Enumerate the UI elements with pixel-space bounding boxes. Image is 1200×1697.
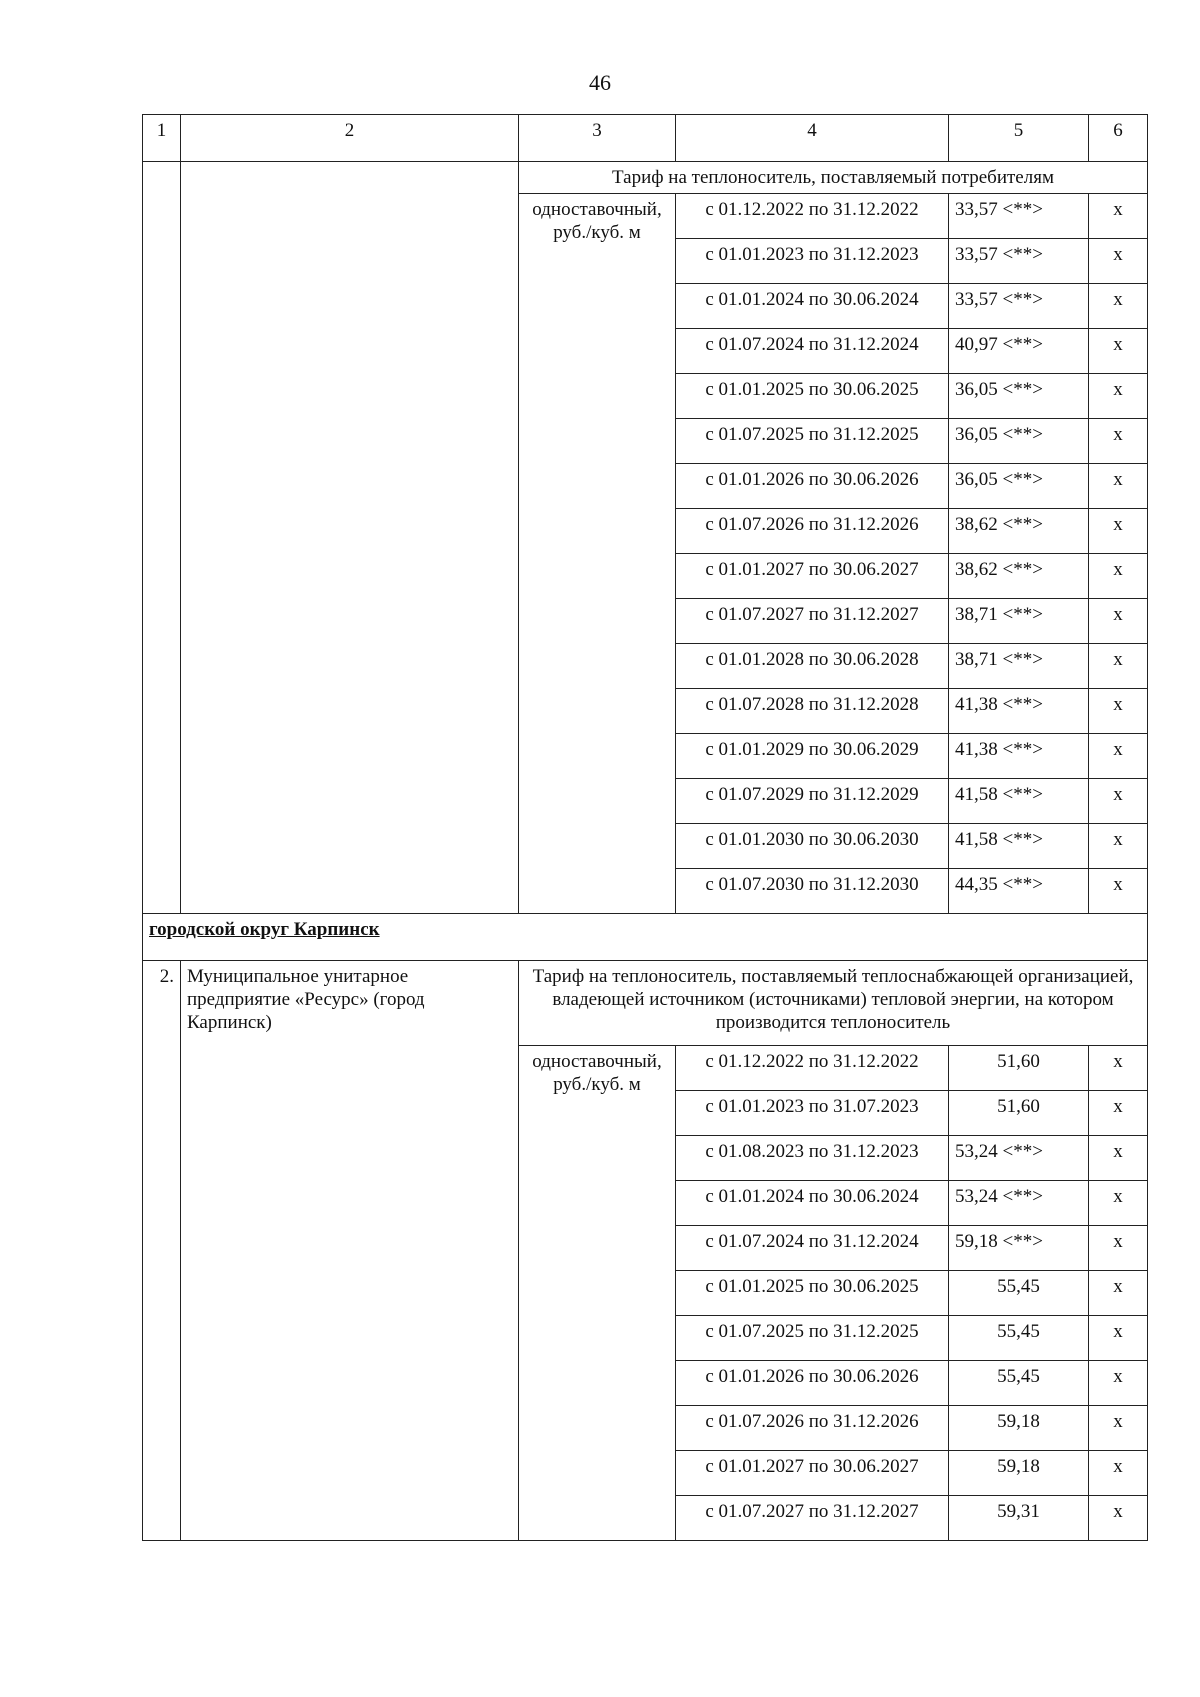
- tariff-value: 41,58 <**>: [949, 779, 1089, 824]
- tariff-title-row: [143, 162, 1148, 194]
- mark-cell: x: [1089, 1451, 1148, 1496]
- mark-cell: x: [1089, 1181, 1148, 1226]
- tariff-value: 33,57 <**>: [949, 239, 1089, 284]
- section-row: [143, 914, 1148, 961]
- period-cell: с 01.01.2025 по 30.06.2025: [676, 374, 949, 419]
- mark-cell: x: [1089, 779, 1148, 824]
- mark-cell: x: [1089, 284, 1148, 329]
- mark-cell: x: [1089, 824, 1148, 869]
- mark-cell: x: [1089, 689, 1148, 734]
- tariff-value: 44,35 <**>: [949, 869, 1089, 914]
- tariff-value: 55,45: [949, 1316, 1089, 1361]
- period-cell: с 01.01.2026 по 30.06.2026: [676, 464, 949, 509]
- mark-cell: x: [1089, 1091, 1148, 1136]
- mark-cell: x: [1089, 1136, 1148, 1181]
- tariff-value: 38,62 <**>: [949, 554, 1089, 599]
- tariff-value: 38,71 <**>: [949, 644, 1089, 689]
- tariff-value: 33,57 <**>: [949, 194, 1089, 239]
- period-cell: с 01.07.2026 по 31.12.2026: [676, 509, 949, 554]
- tariff-value: 59,18: [949, 1451, 1089, 1496]
- tariff-title-row: [143, 961, 1148, 1046]
- header-cell: 1: [143, 115, 181, 162]
- unit-cell: одноставочный, руб./куб. м: [519, 1046, 676, 1541]
- tariff-value: 41,38 <**>: [949, 689, 1089, 734]
- mark-cell: x: [1089, 1046, 1148, 1091]
- number-cell: 2.: [143, 961, 181, 1541]
- tariff-title: Тариф на теплоноситель, поставляемый теплоснабжающей организацией, владеющей источником (источниками) тепловой энергии, на котором производится теплоноситель: [519, 961, 1148, 1046]
- period-cell: с 01.08.2023 по 31.12.2023: [676, 1136, 949, 1181]
- period-cell: с 01.07.2026 по 31.12.2026: [676, 1406, 949, 1451]
- tariff-value: 36,05 <**>: [949, 464, 1089, 509]
- tariff-value: 38,62 <**>: [949, 509, 1089, 554]
- period-cell: с 01.01.2023 по 31.12.2023: [676, 239, 949, 284]
- tariff-value: 36,05 <**>: [949, 374, 1089, 419]
- mark-cell: x: [1089, 374, 1148, 419]
- mark-cell: x: [1089, 419, 1148, 464]
- period-cell: с 01.01.2027 по 30.06.2027: [676, 1451, 949, 1496]
- mark-cell: x: [1089, 1226, 1148, 1271]
- mark-cell: x: [1089, 869, 1148, 914]
- mark-cell: x: [1089, 194, 1148, 239]
- period-cell: с 01.01.2024 по 30.06.2024: [676, 284, 949, 329]
- mark-cell: x: [1089, 1271, 1148, 1316]
- mark-cell: x: [1089, 239, 1148, 284]
- period-cell: с 01.07.2024 по 31.12.2024: [676, 329, 949, 374]
- mark-cell: x: [1089, 554, 1148, 599]
- period-cell: с 01.07.2028 по 31.12.2028: [676, 689, 949, 734]
- organization-cell: [181, 162, 519, 914]
- header-cell: 3: [519, 115, 676, 162]
- period-cell: с 01.12.2022 по 31.12.2022: [676, 1046, 949, 1091]
- tariff-value: 55,45: [949, 1361, 1089, 1406]
- period-cell: с 01.07.2029 по 31.12.2029: [676, 779, 949, 824]
- tariff-value: 33,57 <**>: [949, 284, 1089, 329]
- tariff-value: 36,05 <**>: [949, 419, 1089, 464]
- page-number: 46: [589, 70, 611, 95]
- tariff-value: 59,18: [949, 1406, 1089, 1451]
- header-cell: 4: [676, 115, 949, 162]
- number-cell: [143, 162, 181, 914]
- mark-cell: x: [1089, 1361, 1148, 1406]
- period-cell: с 01.01.2028 по 30.06.2028: [676, 644, 949, 689]
- mark-cell: x: [1089, 1406, 1148, 1451]
- mark-cell: x: [1089, 734, 1148, 779]
- period-cell: с 01.07.2027 по 31.12.2027: [676, 1496, 949, 1541]
- tariff-value: 40,97 <**>: [949, 329, 1089, 374]
- period-cell: с 01.07.2030 по 31.12.2030: [676, 869, 949, 914]
- tariff-value: 55,45: [949, 1271, 1089, 1316]
- mark-cell: x: [1089, 644, 1148, 689]
- organization-cell: Муниципальное унитарное предприятие «Ресурс» (город Карпинск): [181, 961, 519, 1541]
- tariff-value: 51,60: [949, 1046, 1089, 1091]
- header-cell: 6: [1089, 115, 1148, 162]
- tariff-value: 53,24 <**>: [949, 1181, 1089, 1226]
- period-cell: с 01.07.2025 по 31.12.2025: [676, 1316, 949, 1361]
- period-cell: с 01.12.2022 по 31.12.2022: [676, 194, 949, 239]
- mark-cell: x: [1089, 599, 1148, 644]
- period-cell: с 01.07.2025 по 31.12.2025: [676, 419, 949, 464]
- tariff-value: 41,38 <**>: [949, 734, 1089, 779]
- header-cell: 5: [949, 115, 1089, 162]
- period-cell: с 01.01.2027 по 30.06.2027: [676, 554, 949, 599]
- tariff-value: 59,18 <**>: [949, 1226, 1089, 1271]
- tariff-value: 41,58 <**>: [949, 824, 1089, 869]
- period-cell: с 01.01.2024 по 30.06.2024: [676, 1181, 949, 1226]
- tariff-title: Тариф на теплоноситель, поставляемый потребителям: [519, 162, 1148, 194]
- period-cell: с 01.01.2023 по 31.07.2023: [676, 1091, 949, 1136]
- period-cell: с 01.01.2026 по 30.06.2026: [676, 1361, 949, 1406]
- mark-cell: x: [1089, 464, 1148, 509]
- mark-cell: x: [1089, 509, 1148, 554]
- period-cell: с 01.01.2025 по 30.06.2025: [676, 1271, 949, 1316]
- period-cell: с 01.07.2027 по 31.12.2027: [676, 599, 949, 644]
- mark-cell: x: [1089, 1316, 1148, 1361]
- tariff-value: 51,60: [949, 1091, 1089, 1136]
- tariff-value: 59,31: [949, 1496, 1089, 1541]
- mark-cell: x: [1089, 329, 1148, 374]
- period-cell: с 01.07.2024 по 31.12.2024: [676, 1226, 949, 1271]
- section-title: городской округ Карпинск: [143, 914, 1148, 961]
- period-cell: с 01.01.2029 по 30.06.2029: [676, 734, 949, 779]
- tariff-value: 38,71 <**>: [949, 599, 1089, 644]
- header-row: [143, 115, 1148, 162]
- tariff-table: [142, 114, 1148, 1541]
- tariff-value: 53,24 <**>: [949, 1136, 1089, 1181]
- mark-cell: x: [1089, 1496, 1148, 1541]
- header-cell: 2: [181, 115, 519, 162]
- period-cell: с 01.01.2030 по 30.06.2030: [676, 824, 949, 869]
- unit-cell: одноставочный, руб./куб. м: [519, 194, 676, 914]
